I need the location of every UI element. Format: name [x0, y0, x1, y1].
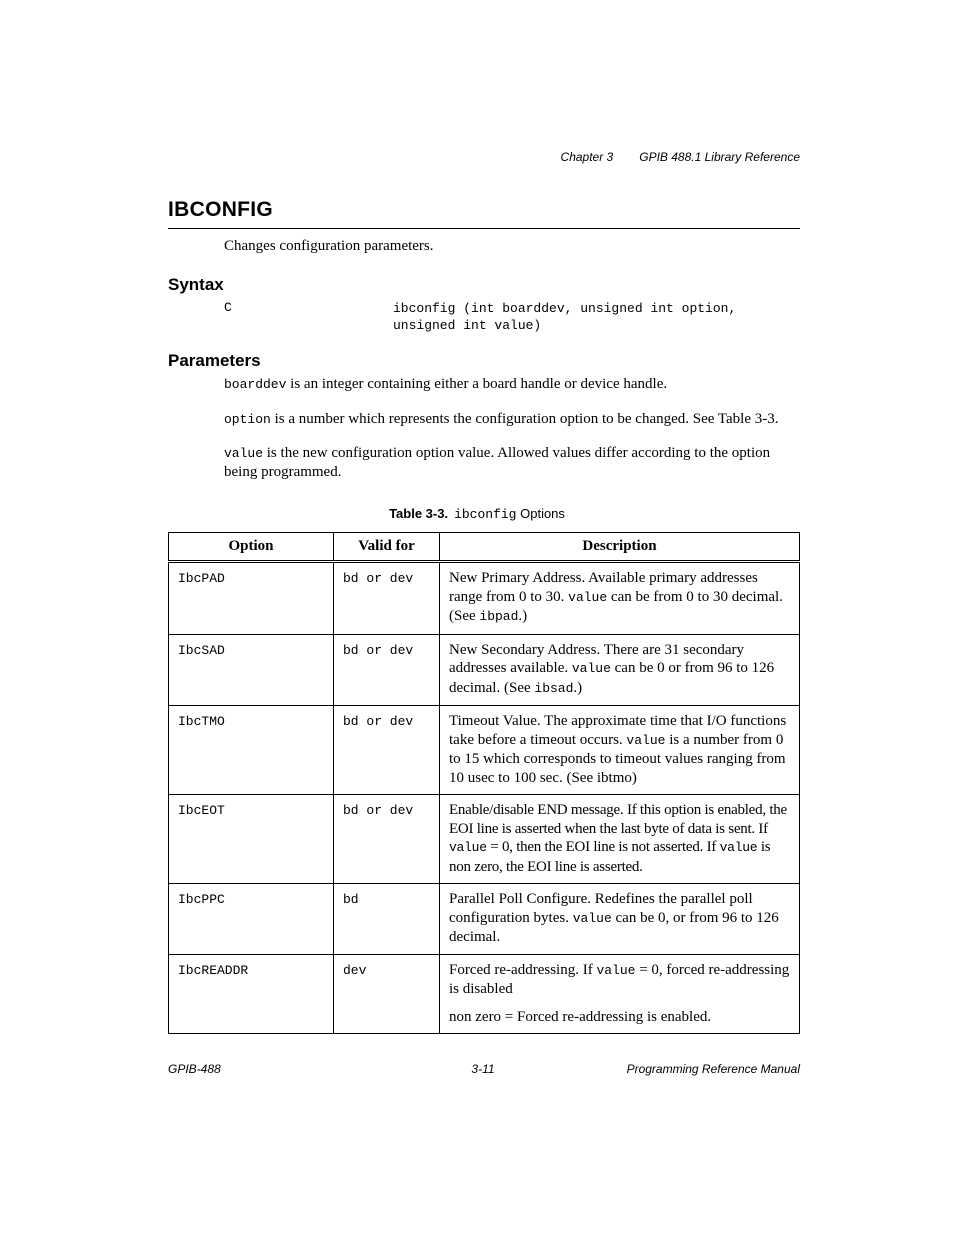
syntax-prototype [393, 300, 736, 334]
column-header-valid-for: Valid for [334, 533, 440, 562]
valid-for-cell: bd [334, 884, 440, 955]
chapter-label: Chapter 3 [560, 150, 614, 164]
param-description: is a number which represents the configuration option to be changed. See Table 3-3. [270, 411, 779, 427]
param-name: value [224, 446, 264, 461]
inline-code: value [568, 589, 608, 605]
description-text: New Primary Address. Available primary addresses range from 0 to 30. [449, 570, 758, 605]
description-cell [440, 562, 800, 635]
caption-label: Table 3-3. [389, 506, 449, 521]
inline-code: ibpad [479, 609, 519, 624]
inline-code: value [719, 840, 758, 855]
param-name: option [224, 412, 271, 427]
param-description: is an integer containing either a board handle or device handle. [286, 376, 668, 392]
description-text: can be 0, or from 96 to 126 decimal. [449, 909, 779, 945]
option-cell: IbcTMO [169, 706, 334, 795]
inline-code: value [449, 840, 487, 855]
inline-code: value [572, 910, 612, 926]
option-cell: IbcREADDR [169, 954, 334, 1034]
running-head [0, 150, 800, 164]
description-text: New Secondary Address. There are 31 secondary addresses available. [449, 641, 745, 676]
description-text: Timeout Value. The approximate time that I/O functions take before a timeout occurs. [449, 713, 787, 748]
option-cell: IbcEOT [169, 795, 334, 884]
description-text: .) [573, 679, 583, 696]
page-number: 3-11 [471, 1062, 495, 1076]
description-text: Parallel Poll Configure. Redefines the parallel poll configuration bytes. [449, 891, 753, 926]
options-table [168, 532, 800, 1034]
description-cell [440, 795, 800, 884]
description-cell [440, 706, 800, 795]
description-text: .) [518, 608, 528, 624]
valid-for-cell: dev [334, 954, 440, 1034]
valid-for-cell: bd or dev [334, 562, 440, 635]
inline-code: value [626, 732, 666, 748]
option-cell: IbcSAD [169, 634, 334, 706]
valid-for-cell: bd or dev [334, 795, 440, 884]
caption-code: ibconfig [454, 507, 517, 522]
description-cell [440, 954, 800, 1034]
table-row [169, 795, 800, 884]
footer-left: GPIB-488 [168, 1062, 221, 1076]
column-header-option: Option [169, 533, 334, 562]
syntax-language: C [224, 300, 232, 315]
column-header-description: Description [440, 533, 800, 562]
description-text: can be 0 or from 96 to 126 decimal. (See [449, 660, 775, 696]
inline-code: value [571, 661, 611, 676]
description-cell [440, 634, 800, 706]
title-rule [168, 228, 800, 229]
parameters-heading: Parameters [168, 351, 261, 370]
inline-code: value [596, 962, 636, 978]
section-title: GPIB 488.1 Library Reference [639, 150, 800, 164]
description-text: can be from 0 to 30 decimal. (See [449, 588, 783, 624]
option-cell: IbcPPC [169, 884, 334, 955]
table-caption [0, 506, 954, 522]
description-paragraph: non zero = Forced re-addressing is enabled. [449, 1008, 712, 1025]
valid-for-cell: bd or dev [334, 706, 440, 795]
table-row [169, 562, 800, 635]
description-text: Forced re-addressing. If [449, 961, 597, 978]
param-name: boarddev [224, 377, 287, 392]
description-text: Enable/disable END message. If this option is enabled, the EOI line is asserted when the last byte of data is sent. If [449, 802, 787, 837]
table-row [169, 634, 800, 706]
valid-for-cell: bd or dev [334, 634, 440, 706]
description-text: is a number from 0 to 15 which corresponds to timeout values ranging from 10 usec to 100 sec. (See ibtmo) [449, 731, 786, 786]
summary-text: Changes configuration parameters. [224, 238, 434, 254]
caption-text: Options [516, 506, 565, 521]
description-paragraph [449, 961, 790, 999]
page-title: IBCONFIG [168, 198, 274, 221]
syntax-line-1: ibconfig (int boarddev, unsigned int option, [393, 301, 737, 316]
param-description: is the new configuration option value. Allowed values differ according to the option being programmed. [224, 445, 771, 480]
param-value [224, 444, 799, 482]
description-cell [440, 884, 800, 955]
footer-right: Programming Reference Manual [626, 1062, 800, 1076]
param-boarddev [224, 375, 804, 394]
table-header-row [169, 533, 800, 562]
table-row [169, 954, 800, 1034]
option-cell: IbcPAD [169, 562, 334, 635]
syntax-heading: Syntax [168, 275, 224, 294]
inline-code: ibsad [534, 680, 574, 696]
table-row [169, 884, 800, 955]
description-text: is non zero, the EOI line is asserted. [449, 839, 771, 875]
description-text: = 0, forced re-addressing is disabled [449, 961, 790, 997]
table-row [169, 706, 800, 795]
syntax-line-2: unsigned int value) [393, 318, 542, 333]
description-text: = 0, then the EOI line is not asserted. If [486, 839, 720, 855]
param-option [224, 410, 804, 429]
